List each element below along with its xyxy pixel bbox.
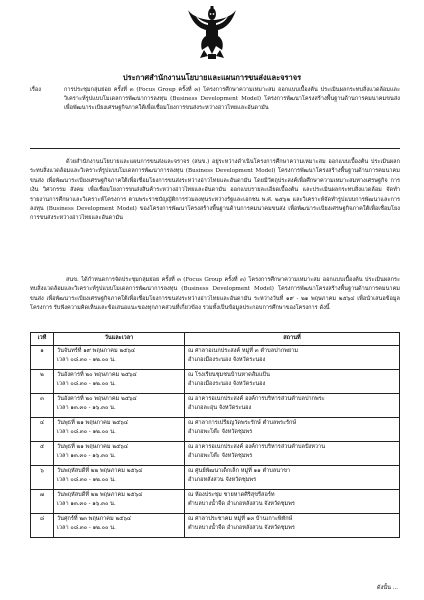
date-time-cell-line-2: เวลา ๑๓.๓๐ - ๑๖.๓๐ น. (57, 452, 116, 459)
venue-cell (185, 346, 400, 370)
venue-cell (185, 466, 400, 490)
body-paragraph-2: สนข. ได้กำหนดการจัดประชุมกลุ่มย่อย ครั้งที่ ๓ (Focus Group ครั้งที่ ๓) โครงการศึกษาความเหมาะสม ออกแบบเบื้องต้น ประเมินผลกระทบสิ่งแวดล้อมและวิเคราะห์รูปแบบโมเดลการพัฒนาการลงทุน (Business Development Model) โครงการพัฒนาโครงสร้างพื้นฐานด้านการคมนาคมขนส่ง เพื่อพัฒนาระเบียงเศรษฐกิจภาคใต้เพื่อเชื่อมโยงการขนส่งระหว่างอ่าวไทยและอันดามัน ระหว่างวันที่ ๑๙ - ๒๑ พฤษภาคม ๒๕๖๔ เพื่อนำเสนอข้อมูลโครงการ รับฟังความคิดเห็นและข้อเสนอแนะของทุกภาคส่วนที่เกี่ยวข้อง รวมทั้งเป็นข้อมูลประกอบการศึกษาของโครงการ ดังนี้ (30, 277, 400, 312)
stage-number-cell (31, 394, 54, 418)
date-time-cell (54, 418, 185, 442)
date-time-cell-line-1: วันอังคารที่ ๒๐ พฤษภาคม ๒๕๖๔ (57, 396, 137, 402)
stage-number-cell-line-1: ๖ (40, 468, 44, 474)
venue-cell (185, 370, 400, 394)
header-stage: เวที (31, 333, 54, 346)
venue-cell-line-1: ณ อาคารอเนกประสงค์ องค์การบริหารส่วนตำบลปังหวาน (188, 444, 326, 450)
table-row (31, 442, 400, 466)
stage-number-cell-line-1: ๕ (39, 444, 45, 450)
venue-cell-line-1: ณ ศาลาประชาคม หมู่ที่ ๑๓ บ้านเกาะพิทักษ์ (188, 516, 293, 522)
stage-number-cell (31, 346, 54, 370)
table-row (31, 346, 400, 370)
date-time-cell-line-1: วันพฤหัสบดีที่ ๒๒ พฤษภาคม ๒๕๖๔ (57, 468, 143, 474)
body-paragraph-1: ด้วยสำนักงานนโยบายและแผนการขนส่งและจราจร (สนข.) อยู่ระหว่างดำเนินโครงการศึกษาความเหมาะสม ออกแบบเบื้องต้น ประเมินผลกระทบสิ่งแวดล้อมและวิเคราะห์รูปแบบโมเดลการพัฒนาการลงทุน (Business Development Model) โครงการพัฒนาโครงสร้างพื้นฐานด้านการคมนาคมขนส่ง เพื่อพัฒนาระเบียงเศรษฐกิจภาคใต้เพื่อเชื่อมโยงการขนส่งระหว่างอ่าวไทยและอันดามัน โดยมีวัตถุประสงค์เพื่อศึกษาความเหมาะสมทางเศรษฐกิจ การเงิน วิศวกรรม สังคม เพื่อเชื่อมโยงการขนส่งสินค้าระหว่างอ่าวไทยและอันดามัน ออกแบบรายละเอียดเบื้องต้น และประเมินผลกระทบสิ่งแวดล้อม จัดทำรายงานการศึกษาและวิเคราะห์โครงการ ตามพระราชบัญญัติการร่วมลงทุนระหว่างรัฐและเอกชน พ.ศ. ๒๕๖๒ และวิเคราะห์จัดทำรูปแบบการพัฒนาและการลงทุน (Business Development Model) ของโครงการพัฒนาโครงสร้างพื้นฐานด้านการคมนาคมขนส่ง เพื่อพัฒนาระเบียงเศรษฐกิจภาคใต้เพื่อเชื่อมโยงการขนส่งระหว่างอ่าวไทยและอันดามัน (30, 159, 400, 222)
venue-cell-line-2: ตำบลบางน้ำจืด อำเภอหลังสวน จังหวัดชุมพร (188, 500, 295, 507)
venue-cell-line-1: ณ โรงเรียนชุมชนบ้านหาดส้มแป้น (188, 372, 270, 378)
date-time-cell (54, 490, 185, 514)
table-row (31, 466, 400, 490)
stage-number-cell (31, 490, 54, 514)
venue-cell-line-2: อำเภอหลังสวน จังหวัดชุมพร (188, 476, 257, 483)
venue-cell-line-1: ณ ศูนย์พัฒนาเด็กเล็ก หมู่ที่ ๑๑ ตำบลนาขา (188, 468, 291, 474)
date-time-cell-line-1: วันพฤหัสบดีที่ ๒๒ พฤษภาคม ๒๕๖๔ (57, 492, 143, 498)
date-time-cell-line-1: วันอังคารที่ ๒๐ พฤษภาคม ๒๕๖๔ (57, 372, 137, 378)
header-venue: สถานที่ (185, 333, 400, 346)
stage-number-cell-line-1: ๒ (40, 372, 44, 378)
date-time-cell-line-2: เวลา ๐๘.๓๐ - ๑๒.๐๐ น. (57, 380, 116, 387)
venue-cell-line-2: อำเภอละอุ่น จังหวัดระนอง (188, 404, 252, 411)
stage-number-cell (31, 418, 54, 442)
stage-number-cell-line-1: ๔ (39, 420, 45, 426)
venue-cell-line-2: อำเภอพะโต๊ะ จังหวัดชุมพร (188, 428, 253, 435)
stage-number-cell (31, 370, 54, 394)
venue-cell-line-1: ณ ศาลาการเปรียญวัดพระรักษ์ ตำบลพระรักษ์ (188, 420, 297, 426)
table-row (31, 418, 400, 442)
stage-number-cell-line-1: ๗ (39, 492, 45, 498)
venue-cell (185, 442, 400, 466)
garuda-emblem-icon (188, 6, 236, 60)
date-time-cell-line-1: วันพุธที่ ๒๑ พฤษภาคม ๒๕๖๔ (57, 420, 129, 426)
venue-cell-line-2: ตำบลบางน้ำจืด อำเภอหลังสวน จังหวัดชุมพร (188, 524, 295, 531)
stage-number-cell-line-1: ๘ (39, 516, 45, 522)
date-time-cell-line-1: วันจันทร์ที่ ๑๙ พฤษภาคม ๒๕๖๔ (57, 348, 136, 354)
venue-cell (185, 490, 400, 514)
subject-block (30, 86, 400, 114)
date-time-cell (54, 442, 185, 466)
stage-number-cell (31, 442, 54, 466)
date-time-cell (54, 370, 185, 394)
venue-cell-line-1: ณ ห้องประชุม ชายหาดศิริสุขรีสอร์ท (188, 492, 275, 498)
header-date-time: วันและเวลา (54, 333, 185, 346)
table-row (31, 490, 400, 514)
subject-text: การประชุมกลุ่มย่อย ครั้งที่ ๓ (Focus Group ครั้งที่ ๓) โครงการศึกษาความเหมาะสม ออกแบบเบื้องต้น ประเมินผลกระทบสิ่งแวดล้อมและวิเคราะห์รูปแบบโมเดลการพัฒนาการลงทุน (Business Development Model) โครงการพัฒนาโครงสร้างพื้นฐานด้านการคมนาคมขนส่ง เพื่อพัฒนาระเบียงเศรษฐกิจภาคใต้เพื่อเชื่อมโยงการขนส่งระหว่างอ่าวไทยและอันดามัน (64, 87, 400, 112)
stage-number-cell (31, 466, 54, 490)
date-time-cell-line-2: เวลา ๑๓.๓๐ - ๑๖.๓๐ น. (57, 404, 116, 411)
venue-cell-line-2: อำเภอพะโต๊ะ จังหวัดชุมพร (188, 452, 253, 459)
date-time-cell-line-2: เวลา ๐๘.๓๐ - ๑๒.๐๐ น. (57, 476, 116, 483)
table-row (31, 394, 400, 418)
venue-cell (185, 394, 400, 418)
venue-cell (185, 418, 400, 442)
continued-marker: ดังนั้น ... (376, 585, 398, 591)
schedule-table (30, 332, 400, 538)
table-row (31, 514, 400, 538)
subject-label: เรื่อง (30, 87, 42, 93)
date-time-cell-line-2: เวลา ๐๘.๓๐ - ๑๒.๐๐ น. (57, 356, 116, 363)
stage-number-cell (31, 514, 54, 538)
date-time-cell-line-2: เวลา ๐๘.๓๐ - ๑๒.๐๐ น. (57, 524, 116, 531)
stage-number-cell-line-1: ๓ (40, 396, 44, 402)
table-row (31, 370, 400, 394)
date-time-cell-line-2: เวลา ๑๓.๓๐ - ๑๖.๓๐ น. (57, 500, 116, 507)
venue-cell (185, 514, 400, 538)
venue-cell-line-2: อำเภอเมืองระนอง จังหวัดระนอง (188, 356, 266, 363)
date-time-cell (54, 394, 185, 418)
divider (30, 148, 400, 149)
date-time-cell-line-2: เวลา ๐๘.๓๐ - ๑๒.๐๐ น. (57, 428, 116, 435)
date-time-cell (54, 466, 185, 490)
venue-cell-line-2: อำเภอเมืองระนอง จังหวัดระนอง (188, 380, 266, 387)
venue-cell-line-1: ณ อาคารอเนกประสงค์ องค์การบริหารส่วนตำบลปากพระ (188, 396, 325, 402)
stage-number-cell-line-1: ๑ (40, 348, 44, 354)
date-time-cell (54, 346, 185, 370)
date-time-cell-line-1: วันศุกร์ที่ ๒๓ พฤษภาคม ๒๕๖๔ (57, 516, 132, 522)
venue-cell-line-1: ณ ศาลาอเนกประสงค์ หมู่ที่ ๓ ตำบลปากพยาม (188, 348, 299, 354)
announcement-title: ประกาศสำนักงานนโยบายและแผนการขนส่งและจราจร (122, 73, 302, 82)
date-time-cell-line-1: วันพุธที่ ๒๑ พฤษภาคม ๒๕๖๔ (57, 444, 129, 450)
date-time-cell (54, 514, 185, 538)
schedule-header-row (31, 333, 400, 346)
